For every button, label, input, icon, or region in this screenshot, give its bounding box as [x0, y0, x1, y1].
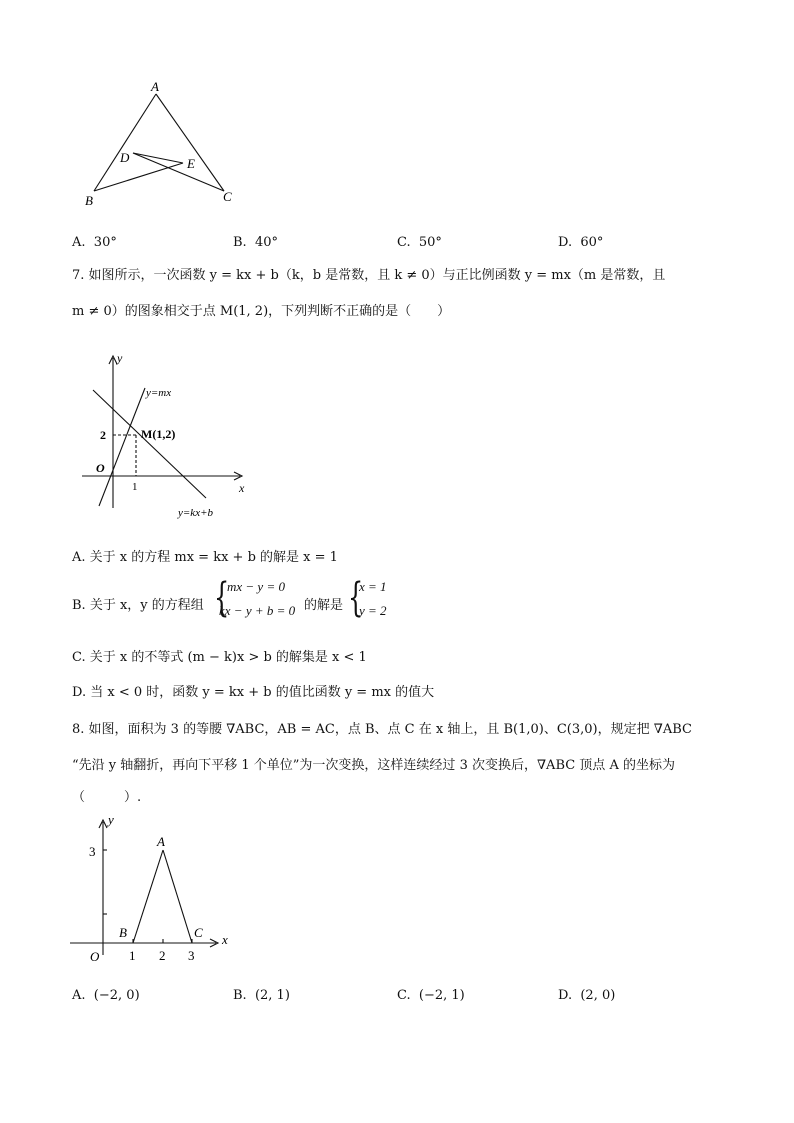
- q7-tick-y-2: 2: [100, 428, 106, 442]
- q8-vertex-c-label: C: [194, 925, 203, 940]
- q7-tick-x-1: 1: [132, 481, 138, 493]
- q8-option-d: D. (2, 0): [558, 988, 616, 1003]
- q7-option-a: A. 关于 x 的方程 mx = kx + b 的解是 x = 1: [72, 550, 338, 565]
- q6-option-b: B. 40°: [233, 235, 278, 250]
- label-A: A: [151, 79, 159, 94]
- q8-tick-y-3: 3: [89, 844, 96, 859]
- q7-question-line2: m ≠ 0）的图象相交于点 M(1, 2)，下列判断不正确的是（ ）: [72, 304, 451, 319]
- triangle-figure: [80, 78, 250, 213]
- q7-line-kx-label: y=kx+b: [178, 507, 213, 519]
- label-B: B: [85, 193, 93, 208]
- q8-question-line3: （ ）.: [72, 790, 142, 805]
- q7-option-b-mid: 的解是: [304, 598, 344, 613]
- q7-line-mx-label: y=mx: [146, 387, 172, 399]
- q7-option-b-brace1: {: [214, 575, 230, 621]
- q7-option-b-eq2: kx − y + b = 0: [219, 603, 296, 618]
- q8-tick-x-3: 3: [188, 948, 195, 963]
- q8-origin-label: O: [90, 949, 100, 964]
- q7-option-b-eq1: mx − y = 0: [227, 579, 285, 594]
- q6-option-d: D. 60°: [558, 235, 604, 250]
- q8-option-a: A. (−2, 0): [72, 988, 140, 1003]
- q7-point-m-label: M(1,2): [141, 427, 176, 441]
- q6-option-c: C. 50°: [397, 235, 442, 250]
- q7-option-b: [72, 576, 432, 624]
- q7-origin-label: O: [96, 461, 105, 475]
- q8-question-line1: 8. 如图，面积为 3 的等腰 ∇ABC，AB = AC，点 B、点 C 在 x 轴上，且 B(1,0)、C(3,0)，规定把 ∇ABC: [72, 722, 692, 737]
- q7-y-axis-label: y: [117, 351, 123, 365]
- label-C: C: [223, 189, 232, 204]
- q8-vertex-b-label: B: [119, 925, 127, 940]
- q8-option-c: C. (−2, 1): [397, 988, 465, 1003]
- q8-triangle-graph: [68, 810, 243, 968]
- q8-tick-x-2: 2: [159, 948, 166, 963]
- q8-x-axis-label: x: [222, 932, 228, 947]
- q7-option-b-brace2: {: [348, 575, 364, 621]
- q7-option-c: C. 关于 x 的不等式 (m − k)x > b 的解集是 x < 1: [72, 650, 367, 665]
- label-E: E: [187, 156, 195, 171]
- q7-option-d: D. 当 x < 0 时，函数 y = kx + b 的值比函数 y = mx 的值大: [72, 685, 435, 700]
- label-D: D: [120, 150, 130, 165]
- q7-option-b-sol2: y = 2: [359, 603, 387, 618]
- q7-option-b-prefix: B. 关于 x，y 的方程组: [72, 598, 204, 613]
- q7-x-axis-label: x: [239, 481, 245, 495]
- q8-y-axis-label: y: [108, 812, 114, 827]
- q8-vertex-a-label: A: [157, 834, 165, 849]
- q6-option-a: A. 30°: [72, 235, 117, 250]
- q7-question-line1: 7. 如图所示，一次函数 y = kx + b（k，b 是常数，且 k ≠ 0）与正比例函数 y = mx（m 是常数，且: [72, 268, 666, 283]
- q8-option-b: B. (2, 1): [233, 988, 290, 1003]
- q7-function-graph: [78, 348, 258, 520]
- q7-option-b-sol1: x = 1: [359, 579, 387, 594]
- q8-tick-x-1: 1: [129, 948, 136, 963]
- q8-question-line2: “先沿 y 轴翻折，再向下平移 1 个单位”为一次变换，这样连续经过 3 次变换后，∇ABC 顶点 A 的坐标为: [72, 758, 675, 773]
